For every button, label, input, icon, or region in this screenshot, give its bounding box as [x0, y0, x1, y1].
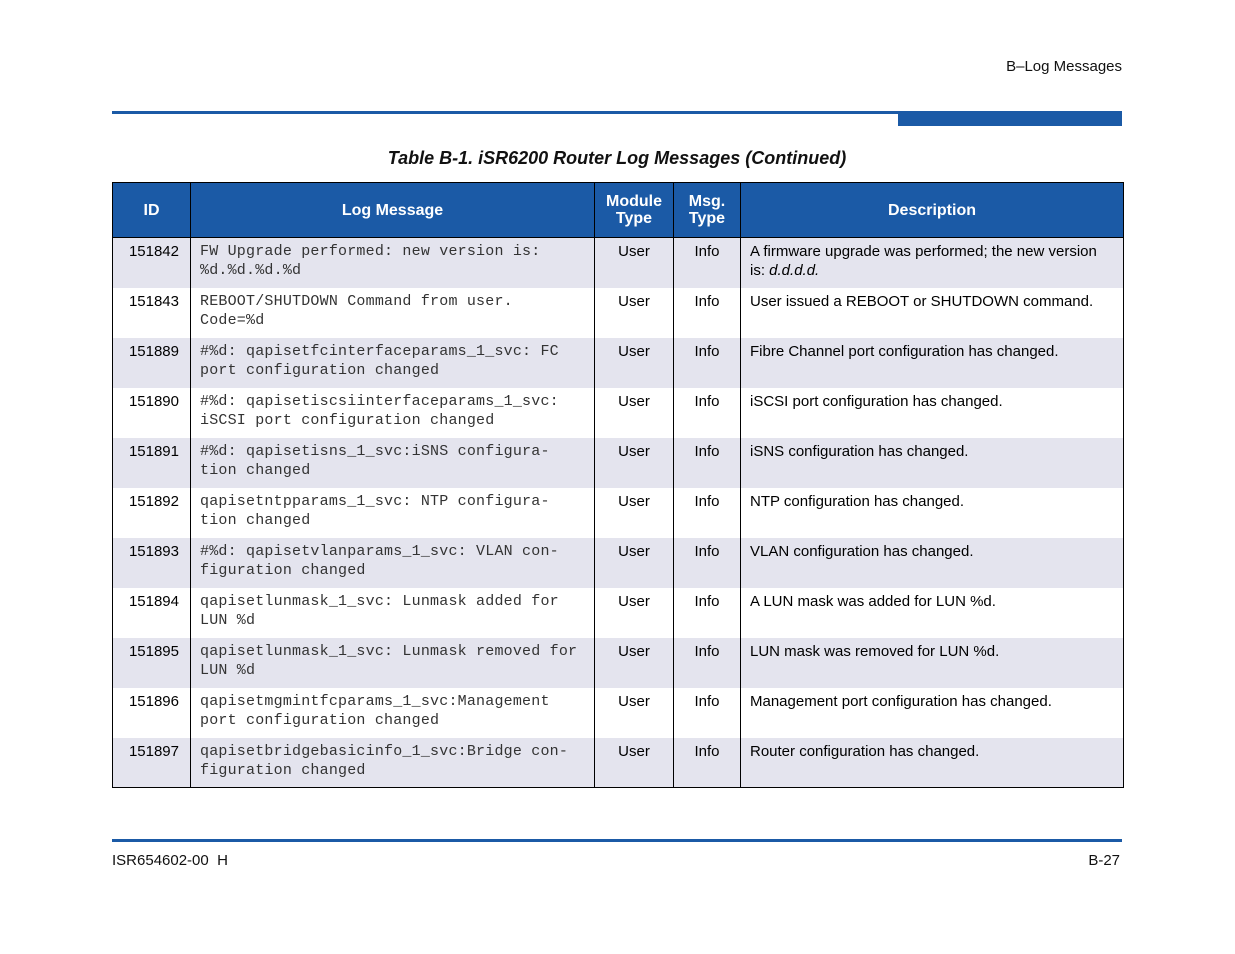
cell-module-type: User — [595, 688, 674, 738]
cell-id: 151891 — [113, 438, 191, 488]
log-message-line: #%d: qapisetisns_1_svc:iSNS configura- — [200, 442, 550, 460]
cell-description — [741, 538, 1124, 588]
log-message-line: figuration changed — [200, 561, 366, 579]
table-row — [113, 488, 1124, 538]
cell-module-type: User — [595, 638, 674, 688]
cell-log-message — [191, 238, 595, 288]
table-row — [113, 588, 1124, 638]
description-text: iSCSI port configuration has changed. — [750, 392, 1003, 410]
cell-msg-type: Info — [674, 538, 741, 588]
column-header-id: ID — [113, 183, 191, 238]
cell-msg-type: Info — [674, 388, 741, 438]
log-message-line: LUN %d — [200, 611, 256, 629]
log-message-line: tion changed — [200, 461, 311, 479]
log-message-line: tion changed — [200, 511, 311, 529]
log-message-line: qapisetlunmask_1_svc: Lunmask removed for — [200, 642, 578, 660]
cell-msg-type: Info — [674, 338, 741, 388]
page-number: B-27 — [1088, 852, 1120, 869]
log-message-line: #%d: qapisetiscsiinterfaceparams_1_svc: — [200, 392, 559, 410]
log-message-line: qapisetmgmintfcparams_1_svc:Management — [200, 692, 550, 710]
cell-msg-type: Info — [674, 588, 741, 638]
table-row — [113, 438, 1124, 488]
cell-msg-type: Info — [674, 438, 741, 488]
cell-msg-type: Info — [674, 238, 741, 288]
cell-module-type: User — [595, 438, 674, 488]
description-text: VLAN configuration has changed. — [750, 542, 974, 560]
log-message-line: REBOOT/SHUTDOWN Command from user. — [200, 292, 513, 310]
cell-description — [741, 488, 1124, 538]
cell-description — [741, 338, 1124, 388]
cell-module-type: User — [595, 588, 674, 638]
table-row — [113, 688, 1124, 738]
description-text: Fibre Channel port configuration has changed. — [750, 342, 1059, 360]
cell-id: 151890 — [113, 388, 191, 438]
log-message-line: iSCSI port configuration changed — [200, 411, 495, 429]
table-row — [113, 288, 1124, 338]
log-message-line: qapisetbridgebasicinfo_1_svc:Bridge con- — [200, 742, 569, 760]
log-message-line: port configuration changed — [200, 361, 440, 379]
cell-id: 151896 — [113, 688, 191, 738]
cell-msg-type: Info — [674, 738, 741, 788]
cell-id: 151843 — [113, 288, 191, 338]
running-header: B–Log Messages — [1006, 58, 1122, 75]
log-message-line: qapisetntpparams_1_svc: NTP configura- — [200, 492, 550, 510]
table-title: Table B-1. iSR6200 Router Log Messages (Continued) — [387, 148, 847, 168]
column-header-description: Description — [741, 183, 1124, 238]
description-text: A LUN mask was added for LUN %d. — [750, 592, 996, 610]
column-header-log-message: Log Message — [191, 183, 595, 238]
cell-log-message — [191, 388, 595, 438]
cell-module-type: User — [595, 338, 674, 388]
log-message-line: FW Upgrade performed: new version is: — [200, 243, 541, 260]
cell-msg-type: Info — [674, 638, 741, 688]
cell-log-message — [191, 538, 595, 588]
log-message-line: Code=%d — [200, 311, 265, 329]
cell-description — [741, 588, 1124, 638]
footer-rule — [112, 839, 1122, 842]
cell-id: 151893 — [113, 538, 191, 588]
description-text: iSNS configuration has changed. — [750, 442, 969, 460]
cell-description — [741, 638, 1124, 688]
header-tab-bar — [898, 111, 1122, 126]
cell-description — [741, 438, 1124, 488]
column-header-module-type: Module Type — [595, 183, 674, 238]
table-row — [113, 238, 1124, 288]
description-emphasis: d.d.d.d. — [769, 262, 820, 279]
description-text: A firmware upgrade was performed; the new version is: — [750, 243, 1097, 279]
cell-log-message — [191, 338, 595, 388]
description-text: NTP configuration has changed. — [750, 492, 965, 510]
table-row — [113, 388, 1124, 438]
cell-log-message — [191, 638, 595, 688]
cell-id: 151889 — [113, 338, 191, 388]
cell-id: 151842 — [113, 238, 191, 288]
log-message-line: #%d: qapisetfcinterfaceparams_1_svc: FC — [200, 342, 559, 360]
document-id: ISR654602-00 H — [112, 852, 228, 869]
cell-msg-type: Info — [674, 488, 741, 538]
cell-module-type: User — [595, 388, 674, 438]
cell-log-message — [191, 738, 595, 788]
table-row — [113, 738, 1124, 788]
cell-description — [741, 388, 1124, 438]
log-message-line: #%d: qapisetvlanparams_1_svc: VLAN con- — [200, 542, 559, 560]
cell-id: 151894 — [113, 588, 191, 638]
description-text: Management port configuration has changed. — [750, 692, 1052, 710]
cell-description — [741, 688, 1124, 738]
cell-module-type: User — [595, 738, 674, 788]
cell-module-type: User — [595, 288, 674, 338]
description-text: User issued a REBOOT or SHUTDOWN command. — [750, 292, 1094, 310]
log-message-line: LUN %d — [200, 661, 256, 679]
cell-id: 151897 — [113, 738, 191, 788]
description-text: LUN mask was removed for LUN %d. — [750, 642, 1000, 660]
cell-module-type: User — [595, 238, 674, 288]
cell-log-message — [191, 488, 595, 538]
table-row — [113, 638, 1124, 688]
log-messages-table — [112, 182, 1124, 788]
cell-msg-type: Info — [674, 688, 741, 738]
description-text: Router configuration has changed. — [750, 742, 980, 760]
table-row — [113, 338, 1124, 388]
cell-module-type: User — [595, 488, 674, 538]
cell-id: 151895 — [113, 638, 191, 688]
cell-log-message — [191, 288, 595, 338]
log-message-line: %d.%d.%d.%d — [200, 262, 302, 279]
cell-msg-type: Info — [674, 288, 741, 338]
table-row — [113, 538, 1124, 588]
cell-description — [741, 238, 1124, 288]
column-header-msg-type: Msg. Type — [674, 183, 741, 238]
log-message-line: port configuration changed — [200, 711, 440, 729]
cell-description — [741, 288, 1124, 338]
log-message-line: figuration changed — [200, 761, 366, 779]
cell-log-message — [191, 438, 595, 488]
cell-description — [741, 738, 1124, 788]
table-header-row — [113, 183, 1124, 238]
log-message-line: qapisetlunmask_1_svc: Lunmask added for — [200, 592, 559, 610]
cell-log-message — [191, 588, 595, 638]
cell-log-message — [191, 688, 595, 738]
cell-module-type: User — [595, 538, 674, 588]
cell-id: 151892 — [113, 488, 191, 538]
